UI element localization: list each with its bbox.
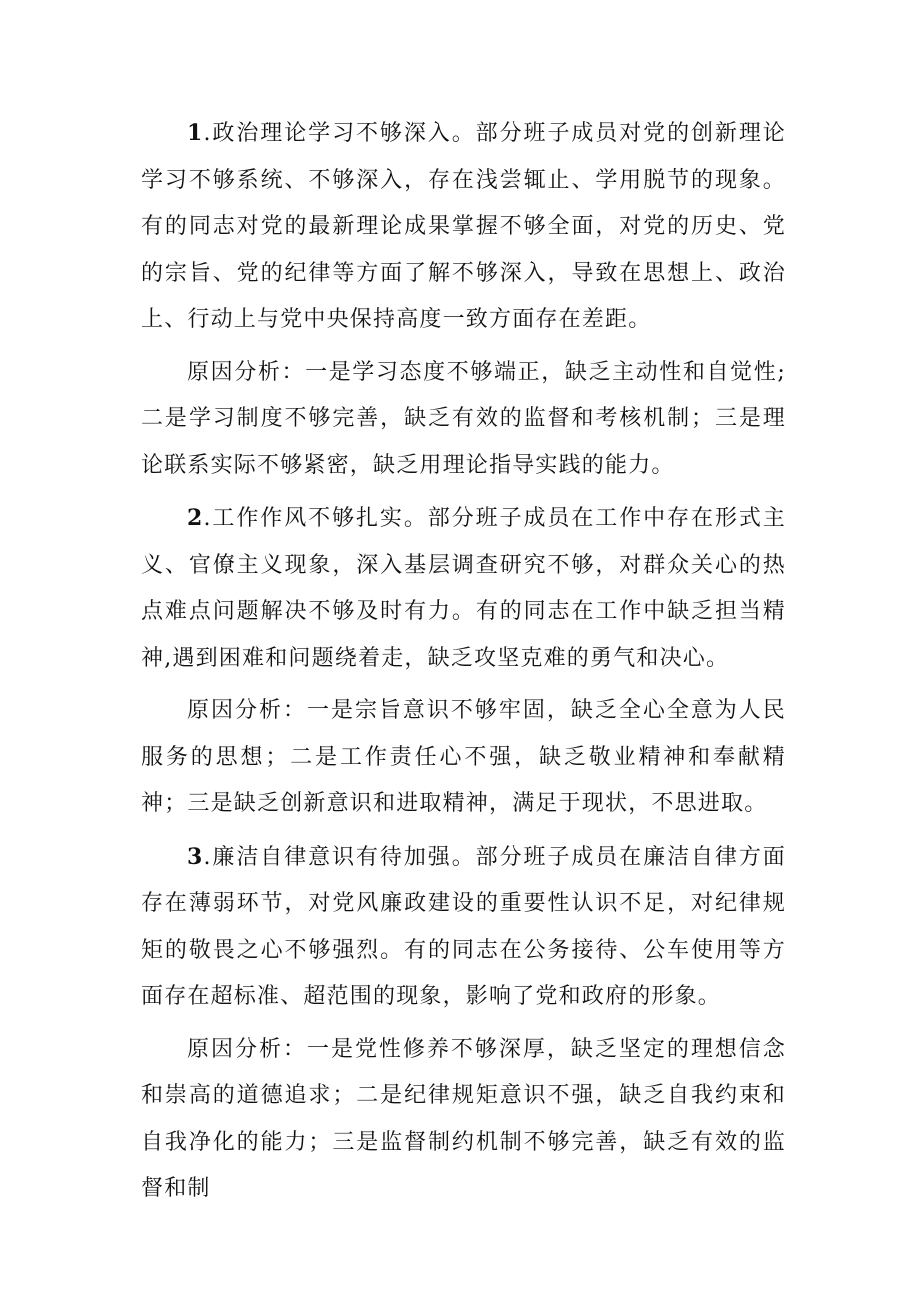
document-body	[141, 110, 786, 1219]
paragraph-number: 3	[187, 843, 204, 870]
paragraph-text: .工作作风不够扎实。部分班子成员在工作中存在形式主义、官僚主义现象，深入基层调查研究不够，对群众关心的热点难点问题解决不够及时有力。有的同志在工作中缺乏担当精神,遇到困难和问题绕着走，缺乏攻坚克难的勇气和决心。	[141, 506, 786, 671]
paragraph-issue-3	[141, 834, 786, 1021]
paragraph-issue-1	[141, 110, 786, 344]
paragraph-issue-2	[141, 495, 786, 682]
paragraph-number: 1	[187, 120, 204, 146]
paragraph-number: 2	[187, 505, 204, 531]
paragraph-text: 原因分析：一是党性修养不够深厚，缺乏坚定的理想信念和崇高的道德追求；二是纪律规矩意识不强，缺乏自我约束和自我净化的能力；三是监督制约机制不够完善，缺乏有效的监督和制	[141, 1036, 786, 1201]
paragraph-text: .廉洁自律意识有待加强。部分班子成员在廉洁自律方面存在薄弱环节，对党风廉政建设的重要性认识不足，对纪律规矩的敬畏之心不够强烈。有的同志在公务接待、公车使用等方面存在超标准、超范围的现象，影响了党和政府的形象。	[141, 844, 786, 1009]
paragraph-cause-3	[141, 1027, 786, 1213]
paragraph-cause-1	[141, 350, 786, 490]
paragraph-text: 原因分析：一是学习态度不够端正，缺乏主动性和自觉性;二是学习制度不够完善，缺乏有效的监督和考核机制；三是理论联系实际不够紧密，缺乏用理论指导实践的能力。	[141, 359, 786, 478]
paragraph-text: .政治理论学习不够深入。部分班子成员对党的创新理论学习不够系统、不够深入，存在浅尝辄止、学用脱节的现象。有的同志对党的最新理论成果掌握不够全面，对党的历史、党的宗旨、党的纪律等方面了解不够深入，导致在思想上、政治上、行动上与党中央保持高度一致方面存在差距。	[141, 121, 786, 332]
paragraph-cause-2	[141, 688, 786, 828]
paragraph-text: 原因分析：一是宗旨意识不够牢固，缺乏全心全意为人民服务的思想；二是工作责任心不强，缺乏敬业精神和奉献精神；三是缺乏创新意识和进取精神，满足于现状，不思进取。	[141, 698, 786, 816]
